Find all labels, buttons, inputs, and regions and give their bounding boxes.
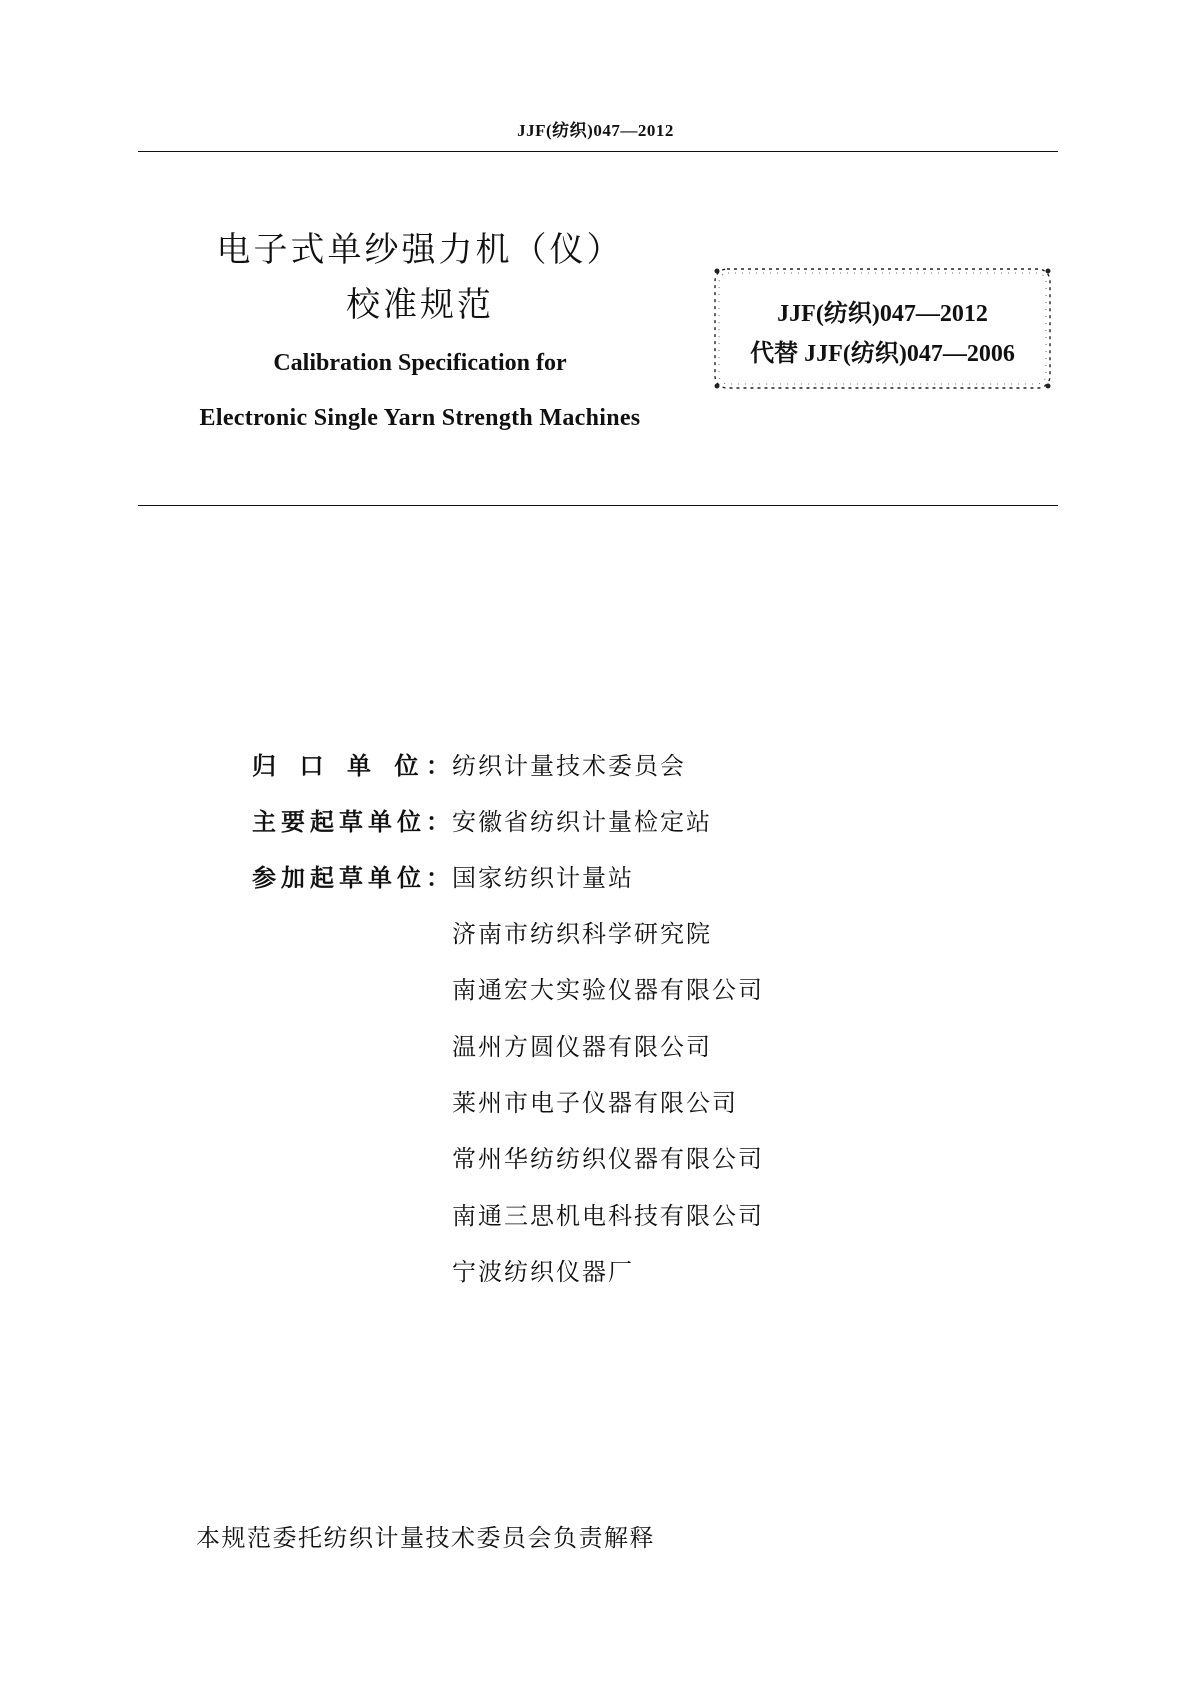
participant-item: 国家纺织计量站 <box>452 864 634 892</box>
participating-drafters-label: 参加起草单位： <box>252 864 450 892</box>
main-drafter-label: 主要起草单位： <box>252 808 450 836</box>
title-chinese-line-2: 校准规范 <box>346 285 494 325</box>
participant-item: 南通三思机电科技有限公司 <box>452 1202 764 1230</box>
standard-code-box <box>711 265 1054 392</box>
title-english-line-2: Electronic Single Yarn Strength Machines <box>199 405 641 431</box>
decorative-border <box>711 265 1054 392</box>
participant-item: 常州华纺纺织仪器有限公司 <box>452 1145 764 1173</box>
replaced-standard-code: 代替 JJF(纺织)047—2006 <box>750 341 1015 367</box>
title-chinese-line-1: 电子式单纱强力机（仪） <box>216 230 624 270</box>
current-standard-code: JJF(纺织)047—2012 <box>777 301 988 327</box>
responsible-unit-label: 归 口 单 位： <box>252 752 450 780</box>
participant-item: 宁波纺织仪器厂 <box>452 1258 634 1286</box>
responsible-unit-value: 纺织计量技术委员会 <box>452 752 686 780</box>
participant-item: 南通宏大实验仪器有限公司 <box>452 976 764 1004</box>
title-rule <box>138 505 1058 506</box>
header-standard-code: JJF(纺织)047—2012 <box>517 121 674 140</box>
participant-item: 莱州市电子仪器有限公司 <box>452 1089 738 1117</box>
title-english-line-1: Calibration Specification for <box>273 350 567 376</box>
participant-item: 温州方圆仪器有限公司 <box>452 1033 712 1061</box>
header-rule <box>138 151 1058 152</box>
participant-item: 济南市纺织科学研究院 <box>452 920 712 948</box>
interpretation-note: 本规范委托纺织计量技术委员会负责解释 <box>196 1524 655 1552</box>
main-drafter-value: 安徽省纺织计量检定站 <box>452 808 712 836</box>
